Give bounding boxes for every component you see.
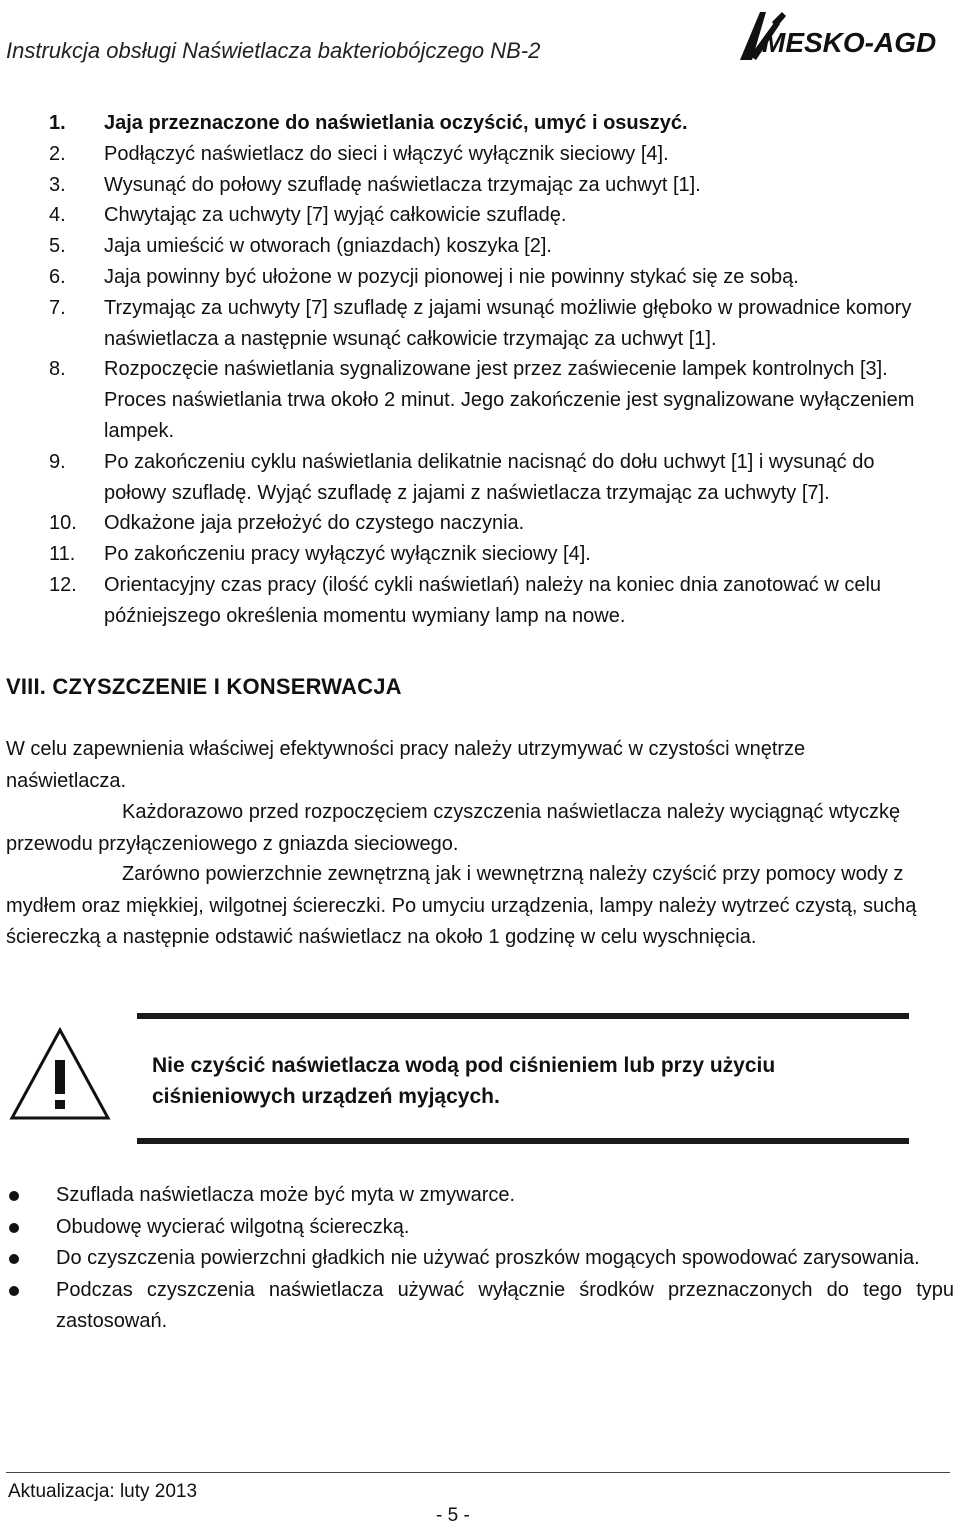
warning-bottom-rule	[137, 1138, 909, 1144]
list-item: Do czyszczenia powierzchni gładkich nie używać proszków mogących spowodować zarysowania.	[0, 1243, 960, 1275]
bullet-icon	[9, 1286, 19, 1296]
warning-triangle-icon	[8, 1026, 112, 1122]
list-item: Podczas czyszczenia naświetlacza używać wyłącznie środków przeznaczonych do tego typu zastosowań.	[0, 1275, 960, 1338]
usage-steps-list	[0, 108, 960, 632]
step-item: 6. Jaja powinny być ułożone w pozycji pionowej i nie powinny stykać się ze sobą.	[49, 265, 799, 288]
unplug-paragraph	[6, 797, 926, 860]
step-item: 7. Trzymając za uchwyty [7] szufladę z jajami wsunąć możliwie głęboko w prowadnice komory naświetlacza a następnie wsunąć całkowicie trzymając za uchwyt [1].	[49, 296, 912, 350]
step-item: 2. Podłączyć naświetlacz do sieci i włączyć wyłącznik sieciowy [4].	[49, 142, 669, 165]
page-number: - 5 -	[436, 1505, 470, 1526]
list-item: Szuflada naświetlacza może być myta w zmywarce.	[0, 1180, 960, 1212]
bullet-icon	[9, 1223, 19, 1233]
list-item: Obudowę wycierać wilgotną ściereczką.	[0, 1212, 960, 1244]
update-date: Aktualizacja: luty 2013	[8, 1481, 198, 1502]
step-item: 1. Jaja przeznaczone do naświetlania oczyścić, umyć i osuszyć.	[49, 112, 688, 134]
logo-wordmark: MESKO-AGD	[762, 27, 937, 58]
bullet-icon	[9, 1191, 19, 1201]
cleaning-tips-list	[0, 1180, 960, 1338]
document-header-title: Instrukcja obsługi Naświetlacza bakteriobójczego NB-2	[6, 38, 541, 63]
step-item: 11. Po zakończeniu pracy wyłączyć wyłącznik sieciowy [4].	[49, 543, 591, 566]
unplug-paragraph-text: Każdorazowo przed rozpoczęciem czyszczenia naświetlacza należy wyciągnąć wtyczkę przewodu przyłączeniowego z gniazda sieciowego.	[6, 801, 901, 855]
cleaning-paragraph	[6, 859, 926, 954]
step-item: 8. Rozpoczęcie naświetlania sygnalizowane jest przez zaświecenie lampek kontrolnych [3]. Proces naświetlania trwa około 2 minut. Jego zakończenie jest sygnalizowane wyłączeniem lampek.	[49, 358, 915, 442]
step-item: 4. Chwytając za uchwyty [7] wyjąć całkowicie szufladę.	[49, 204, 567, 227]
step-item: 12. Orientacyjny czas pracy (ilość cykli naświetlań) należy na koniec dnia zanotować w celu późniejszego określenia momentu wymiany lamp na nowe.	[49, 573, 882, 627]
cleaning-paragraph-text: Zarówno powierzchnie zewnętrzną jak i wewnętrzną należy czyścić przy pomocy wody z mydłem oraz miękkiej, wilgotnej ściereczki. Po umyciu urządzenia, lampy należy wytrzeć czystą, suchą ściereczką a następnie odstawić naświetlacz na około 1 godzinę w celu wyschnięcia.	[6, 863, 917, 948]
step-item: 3. Wysunąć do połowy szufladę naświetlacza trzymając za uchwyt [1].	[49, 173, 701, 196]
step-item: 5. Jaja umieścić w otworach (gniazdach) koszyka [2].	[49, 235, 552, 258]
footer-divider	[6, 1472, 950, 1473]
intro-paragraph: W celu zapewnienia właściwej efektywności pracy należy utrzymywać w czystości wnętrze naświetlacza.	[6, 738, 806, 792]
step-item: 10. Odkażone jaja przełożyć do czystego naczynia.	[49, 512, 525, 535]
mesko-agd-logo	[736, 6, 956, 66]
warning-top-rule	[137, 1013, 909, 1019]
section-heading: VIII. CZYSZCZENIE I KONSERWACJA	[6, 674, 402, 699]
bullet-icon	[9, 1254, 19, 1264]
warning-message: Nie czyścić naświetlacza wodą pod ciśnieniem lub przy użyciu ciśnieniowych urządzeń myjących.	[152, 1054, 776, 1108]
step-item: 9. Po zakończeniu cyklu naświetlania delikatnie nacisnąć do dołu uchwyt [1] i wysunąć do połowy szufladę. Wyjąć szufladę z jajami z naświetlacza trzymając za uchwyty [7].	[49, 450, 875, 504]
